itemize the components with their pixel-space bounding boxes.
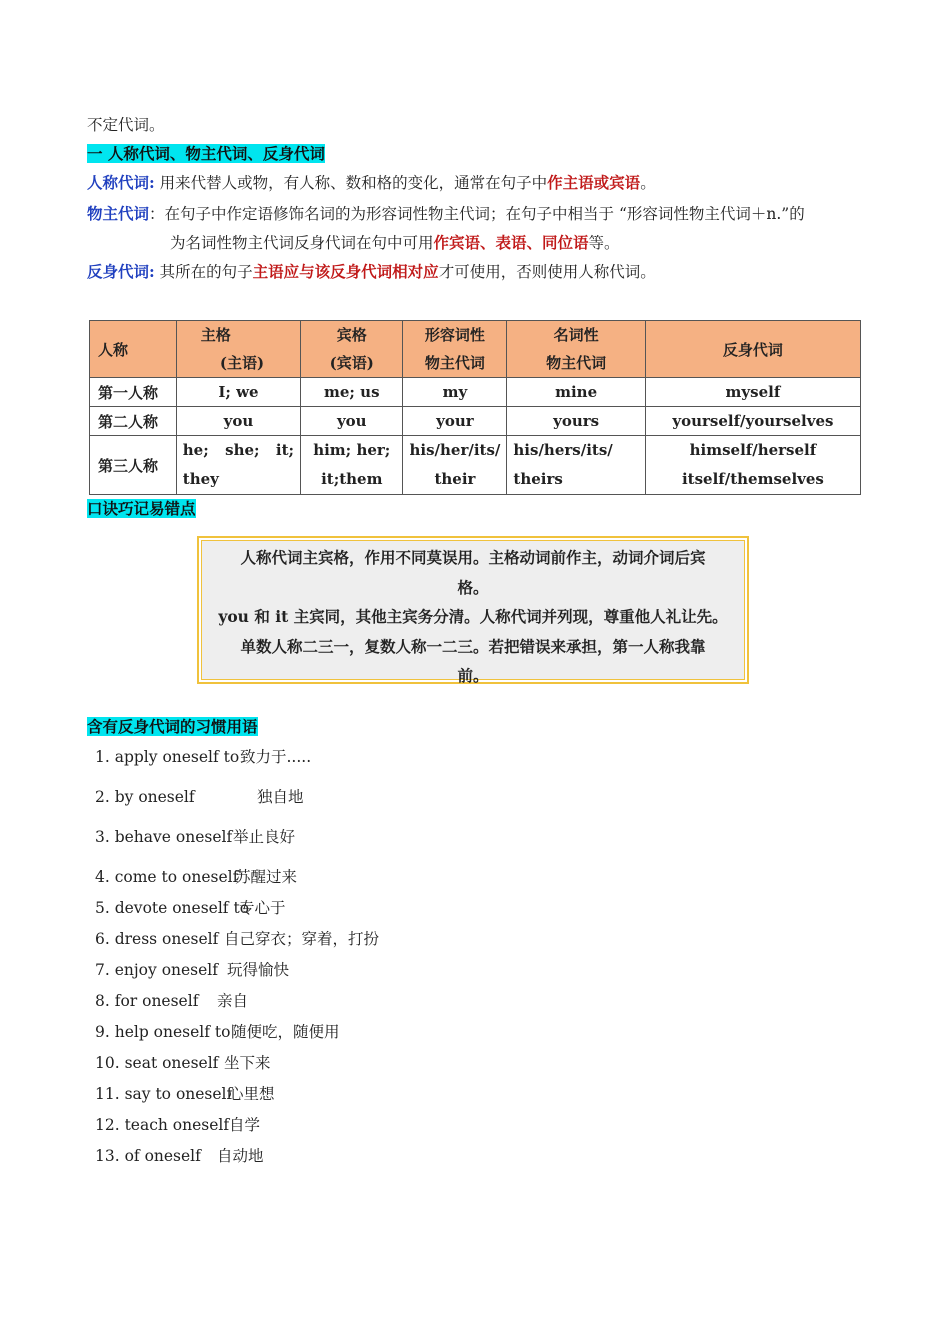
list-item: 6. dress oneself 自己穿衣；穿着，打扮	[95, 930, 380, 948]
list-item: 7. enjoy oneself 玩得愉快	[95, 961, 290, 979]
definition-emphasis: 作主语或宾语	[547, 173, 641, 192]
definition-term: 物主代词	[87, 204, 150, 223]
definition-term: 人称代词:	[87, 173, 155, 192]
definition-term: 反身代词:	[87, 262, 155, 281]
list-item: 12. teach oneself自学	[95, 1116, 261, 1134]
cell-adjective: his/her/its/ their	[403, 436, 507, 495]
definition-possessive	[87, 203, 805, 225]
cell-reflexive: myself	[645, 378, 860, 407]
cell-noun: yours	[507, 407, 645, 436]
cell-person: 第三人称	[90, 436, 177, 495]
cell-object: me; us	[301, 378, 403, 407]
cell-person: 第一人称	[90, 378, 177, 407]
table-row	[90, 407, 861, 436]
table-header-row	[90, 321, 861, 378]
phrases-heading: 含有反身代词的习惯用语	[87, 717, 258, 736]
cell-person: 第二人称	[90, 407, 177, 436]
pronoun-table	[89, 320, 861, 495]
definition-text-end: 。	[640, 174, 656, 192]
cell-subject: you	[176, 407, 300, 436]
list-item: 3. behave oneself举止良好	[95, 828, 296, 846]
list-item: 5. devote oneself to专心于	[95, 899, 286, 917]
header-subject: 主格 (主语)	[176, 321, 300, 378]
header-noun-possessive: 名词性 物主代词	[507, 321, 645, 378]
cell-subject: I; we	[176, 378, 300, 407]
cell-object: him; her; it;them	[301, 436, 403, 495]
cell-noun: his/hers/its/ theirs	[507, 436, 645, 495]
intro-text: 不定代词。	[87, 116, 165, 134]
header-person: 人称	[90, 321, 177, 378]
list-item: 1. apply oneself to致力于.....	[95, 748, 312, 766]
definition-text-end: 等。	[588, 234, 620, 252]
header-object: 宾格 (宾语)	[301, 321, 403, 378]
mnemonic-line: 前。	[457, 666, 489, 685]
cell-reflexive: himself/herself itself/themselves	[645, 436, 860, 495]
section-heading: 一 人称代词、物主代词、反身代词	[87, 144, 325, 163]
definition-text: 其所在的句子	[154, 263, 253, 281]
list-item: 13. of oneself 自动地	[95, 1147, 264, 1165]
list-item: 10. seat oneself 坐下来	[95, 1054, 271, 1072]
definition-emphasis: 主语应与该反身代词相对应	[252, 262, 439, 281]
list-item: 11. say to oneself心里想	[95, 1085, 275, 1103]
cell-reflexive: yourself/yourselves	[645, 407, 860, 436]
list-item: 2. by oneself 独自地	[95, 788, 304, 806]
table-row	[90, 378, 861, 407]
mnemonic-line: 单数人称二三一，复数人称一二三。若把错误来承担，第一人称我靠	[240, 636, 706, 656]
cell-adjective: your	[403, 407, 507, 436]
list-item: 4. come to oneself苏醒过来	[95, 868, 298, 886]
definition-reflexive	[87, 261, 656, 283]
header-reflexive: 反身代词	[645, 321, 860, 378]
mnemonic-line: you 和 it 主宾同，其他主宾务分清。人称代词并列现，尊重他人礼让先。	[218, 607, 728, 626]
definition-personal	[87, 172, 656, 194]
list-item: 9. help oneself to随便吃，随便用	[95, 1023, 340, 1041]
cell-adjective: my	[403, 378, 507, 407]
definition-text: ：在句子中作定语修饰名词的为形容词性物主代词；在句子中相当于 “形容词性物主代词＋n.”的	[149, 205, 805, 223]
cell-object: you	[301, 407, 403, 436]
definition-text: 用来代替人或物，有人称、数和格的变化，通常在句子中	[154, 174, 548, 192]
list-item: 8. for oneself 亲自	[95, 992, 249, 1010]
table-row	[90, 436, 861, 495]
mnemonic-box	[197, 536, 749, 684]
definition-text: 为名词性物主代词反身代词在句中可用	[170, 234, 434, 252]
definition-emphasis: 作宾语、表语、同位语	[433, 233, 589, 252]
mnemonic-line: 人称代词主宾格，作用不同莫误用。主格动词前作主，动词介词后宾	[240, 548, 706, 567]
cell-noun: mine	[507, 378, 645, 407]
mnemonic-heading: 口诀巧记易错点	[87, 499, 196, 518]
definition-text-end: 才可使用，否则使用人称代词。	[438, 263, 656, 281]
definition-possessive-cont	[170, 232, 620, 254]
cell-subject: he; she; it; they	[176, 436, 300, 495]
header-adjective-possessive: 形容词性 物主代词	[403, 321, 507, 378]
mnemonic-line: 格。	[457, 577, 489, 597]
